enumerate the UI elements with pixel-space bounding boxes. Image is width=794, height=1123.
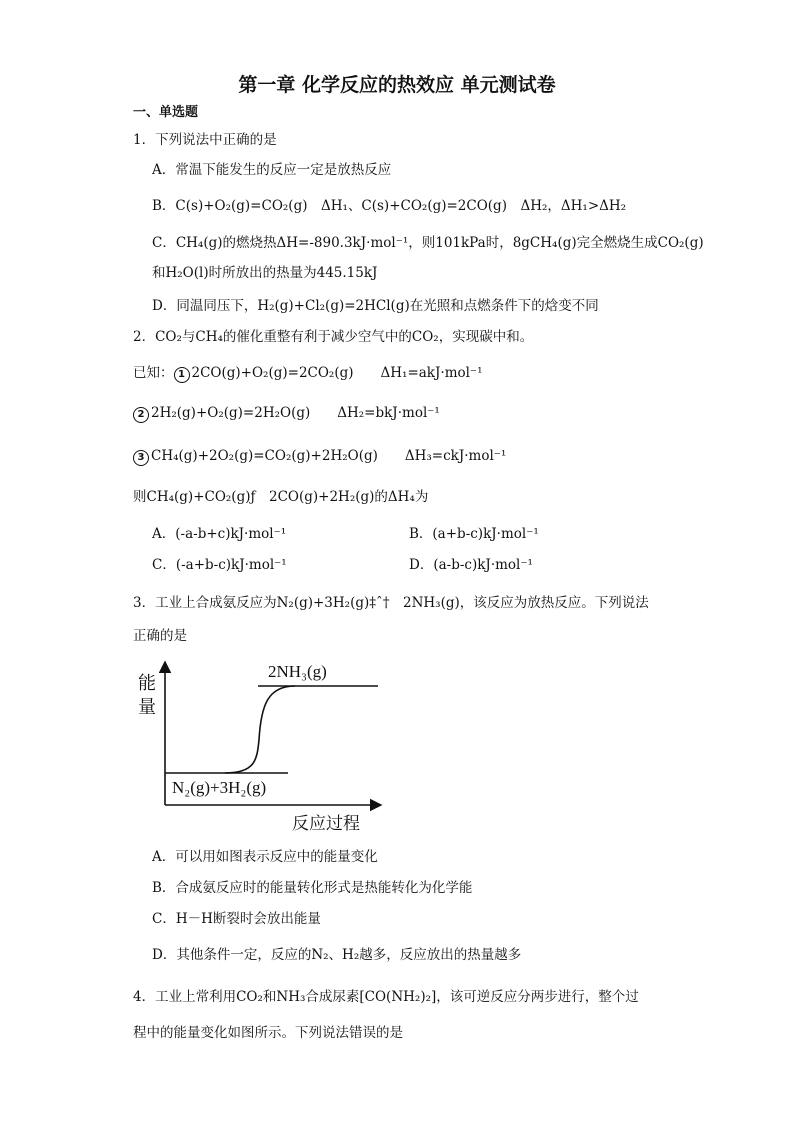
- q1-option-b: B．C(s)+O₂(g)=CO₂(g) ΔH₁、C(s)+CO₂(g)=2CO(g) ΔH₂，ΔH₁>ΔH₂: [152, 198, 627, 214]
- q3-option-b: B．合成氨反应时的能量转化形式是热能转化为化学能: [152, 880, 473, 896]
- q2-ask: 则CH₄(g)+CO₂(g)ƒ 2CO(g)+2H₂(g)的ΔH₄为: [133, 489, 429, 505]
- q1-stem: 1．下列说法中正确的是: [133, 132, 277, 148]
- energy-curve: [225, 686, 295, 773]
- q2-reaction-1: [133, 364, 482, 383]
- q2-reaction-3: [133, 447, 506, 466]
- q2-reaction-2: [133, 404, 440, 423]
- q3-option-c: C．H－H断裂时会放出能量: [152, 911, 321, 927]
- q1-option-a: A．常温下能发生的反应一定是放热反应: [152, 162, 392, 178]
- y-axis-label-2: 量: [138, 697, 156, 718]
- q2-reaction-3-text: CH₄(g)+2O₂(g)=CO₂(g)+2H₂O(g) ΔH₃=ckJ·mol⁻¹: [151, 448, 507, 464]
- product-label: 2NH₃(g): [268, 662, 327, 681]
- circled-number-1: 1: [174, 367, 190, 383]
- q2-option-b: B．(a+b-c)kJ·mol⁻¹: [409, 526, 539, 542]
- circled-number-2: 2: [133, 407, 149, 423]
- y-axis-label-1: 能: [138, 673, 156, 694]
- circled-number-3: 3: [133, 450, 149, 466]
- q1-option-c-line2: 和H₂O(l)时所放出的热量为445.15kJ: [152, 265, 378, 281]
- q2-reaction-2-text: 2H₂(g)+O₂(g)=2H₂O(g) ΔH₂=bkJ·mol⁻¹: [151, 405, 440, 421]
- energy-diagram: [130, 655, 390, 835]
- q2-option-d: D．(a-b-c)kJ·mol⁻¹: [409, 557, 533, 573]
- q2-stem: 2．CO₂与CH₄的催化重整有利于减少空气中的CO₂，实现碳中和。: [133, 329, 534, 345]
- q2-option-a: A．(-a-b+c)kJ·mol⁻¹: [152, 526, 287, 542]
- q1-option-c-line1: C．CH₄(g)的燃烧热ΔH=-890.3kJ·mol⁻¹，则101kPa时，8gCH₄(g)完全燃烧生成CO₂(g): [152, 235, 704, 251]
- reactant-label: N₂(g)+3H₂(g): [172, 778, 267, 797]
- x-axis-label: 反应过程: [292, 814, 360, 834]
- q1-option-d: D．同温同压下，H₂(g)+Cl₂(g)=2HCl(g)在光照和点燃条件下的焓变不同: [152, 298, 599, 314]
- q2-reaction-1-text: 2CO(g)+O₂(g)=2CO₂(g) ΔH₁=akJ·mol⁻¹: [191, 365, 483, 381]
- q3-option-d: D．其他条件一定，反应的N₂、H₂越多，反应放出的热量越多: [152, 947, 522, 963]
- page-title: 第一章 化学反应的热效应 单元测试卷: [238, 74, 556, 96]
- q3-option-a: A．可以用如图表示反应中的能量变化: [152, 849, 378, 865]
- q4-stem-line1: 4．工业上常利用CO₂和NH₃合成尿素[CO(NH₂)₂]，该可逆反应分两步进行，整个过: [133, 989, 639, 1005]
- q3-stem-line2: 正确的是: [133, 628, 187, 644]
- q3-stem-line1: 3．工业上合成氨反应为N₂(g)+3H₂(g)‡ˆ† 2NH₃(g)，该反应为放热反应。下列说法: [133, 595, 649, 611]
- section-heading: 一、单选题: [133, 105, 199, 120]
- q2-option-c: C．(-a+b-c)kJ·mol⁻¹: [152, 557, 287, 573]
- q4-stem-line2: 程中的能量变化如图所示。下列说法错误的是: [133, 1025, 403, 1041]
- q2-known-prefix: 已知：: [133, 365, 174, 381]
